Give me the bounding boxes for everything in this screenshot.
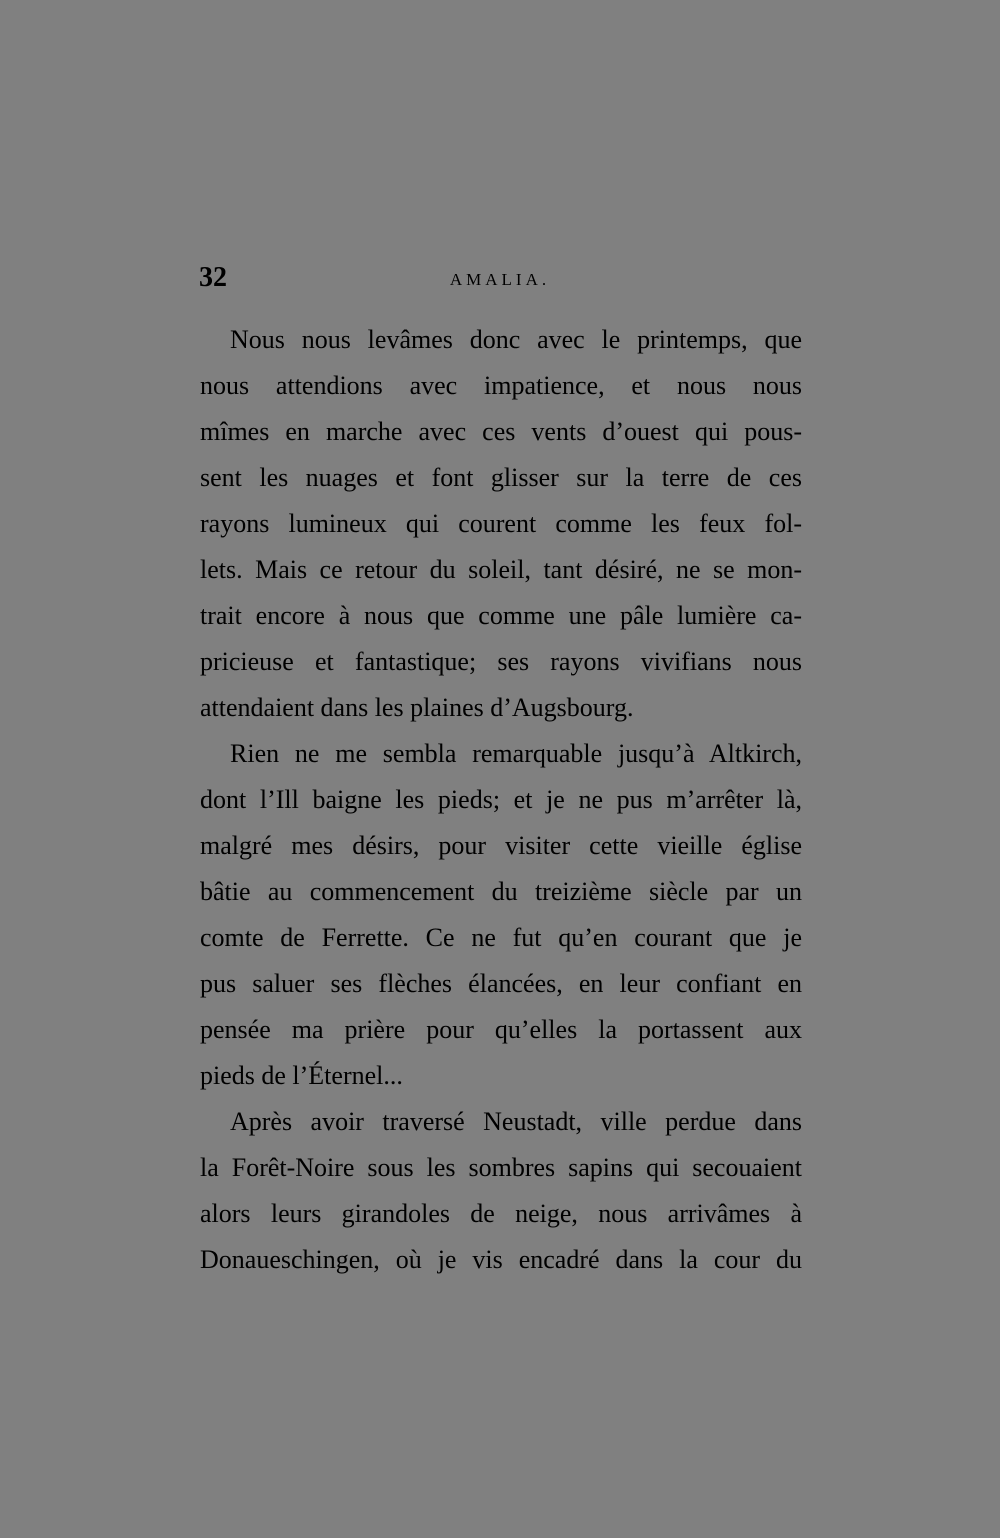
text-line: mîmes en marche avec ces vents d’ouest qui pous- (200, 417, 802, 446)
text-line: malgré mes désirs, pour visiter cette vieille église (200, 831, 802, 860)
text-line: Rien ne me sembla remarquable jusqu’à Altkirch, (230, 739, 802, 768)
text-line: sent les nuages et font glisser sur la terre de ces (200, 463, 802, 492)
body-text (200, 317, 802, 1283)
text-line: bâtie au commencement du treizième siècle par un (200, 877, 802, 906)
text-line: Nous nous levâmes donc avec le printemps, que (230, 325, 802, 354)
text-line: comte de Ferrette. Ce ne fut qu’en courant que je (200, 923, 802, 952)
text-line: dont l’Ill baigne les pieds; et je ne pus m’arrêter là, (200, 785, 802, 814)
text-line: la Forêt-Noire sous les sombres sapins qui secouaient (200, 1153, 802, 1182)
text-line: nous attendions avec impatience, et nous nous (200, 371, 802, 400)
text-line: trait encore à nous que comme une pâle lumière ca- (200, 601, 802, 630)
text-line: alors leurs girandoles de neige, nous arrivâmes à (200, 1199, 802, 1228)
text-line: pricieuse et fantastique; ses rayons vivifians nous (200, 647, 802, 676)
running-title: AMALIA. (449, 270, 551, 289)
text-line: lets. Mais ce retour du soleil, tant désiré, ne se mon- (200, 555, 802, 584)
text-line: pus saluer ses flèches élancées, en leur confiant en (200, 969, 802, 998)
running-head (199, 258, 801, 298)
text-line: Donaueschingen, où je vis encadré dans la cour du (200, 1245, 802, 1274)
paragraph (200, 1099, 802, 1283)
text-line: rayons lumineux qui courent comme les feux fol- (200, 509, 802, 538)
text-line: pieds de l’Éternel... (200, 1061, 403, 1090)
paragraph (200, 317, 802, 731)
text-line: Après avoir traversé Neustadt, ville perdue dans (230, 1107, 802, 1136)
text-line: pensée ma prière pour qu’elles la portassent aux (200, 1015, 802, 1044)
text-line: attendaient dans les plaines d’Augsbourg. (200, 693, 634, 722)
paragraph (200, 731, 802, 1099)
page-number: 32 (199, 262, 227, 293)
